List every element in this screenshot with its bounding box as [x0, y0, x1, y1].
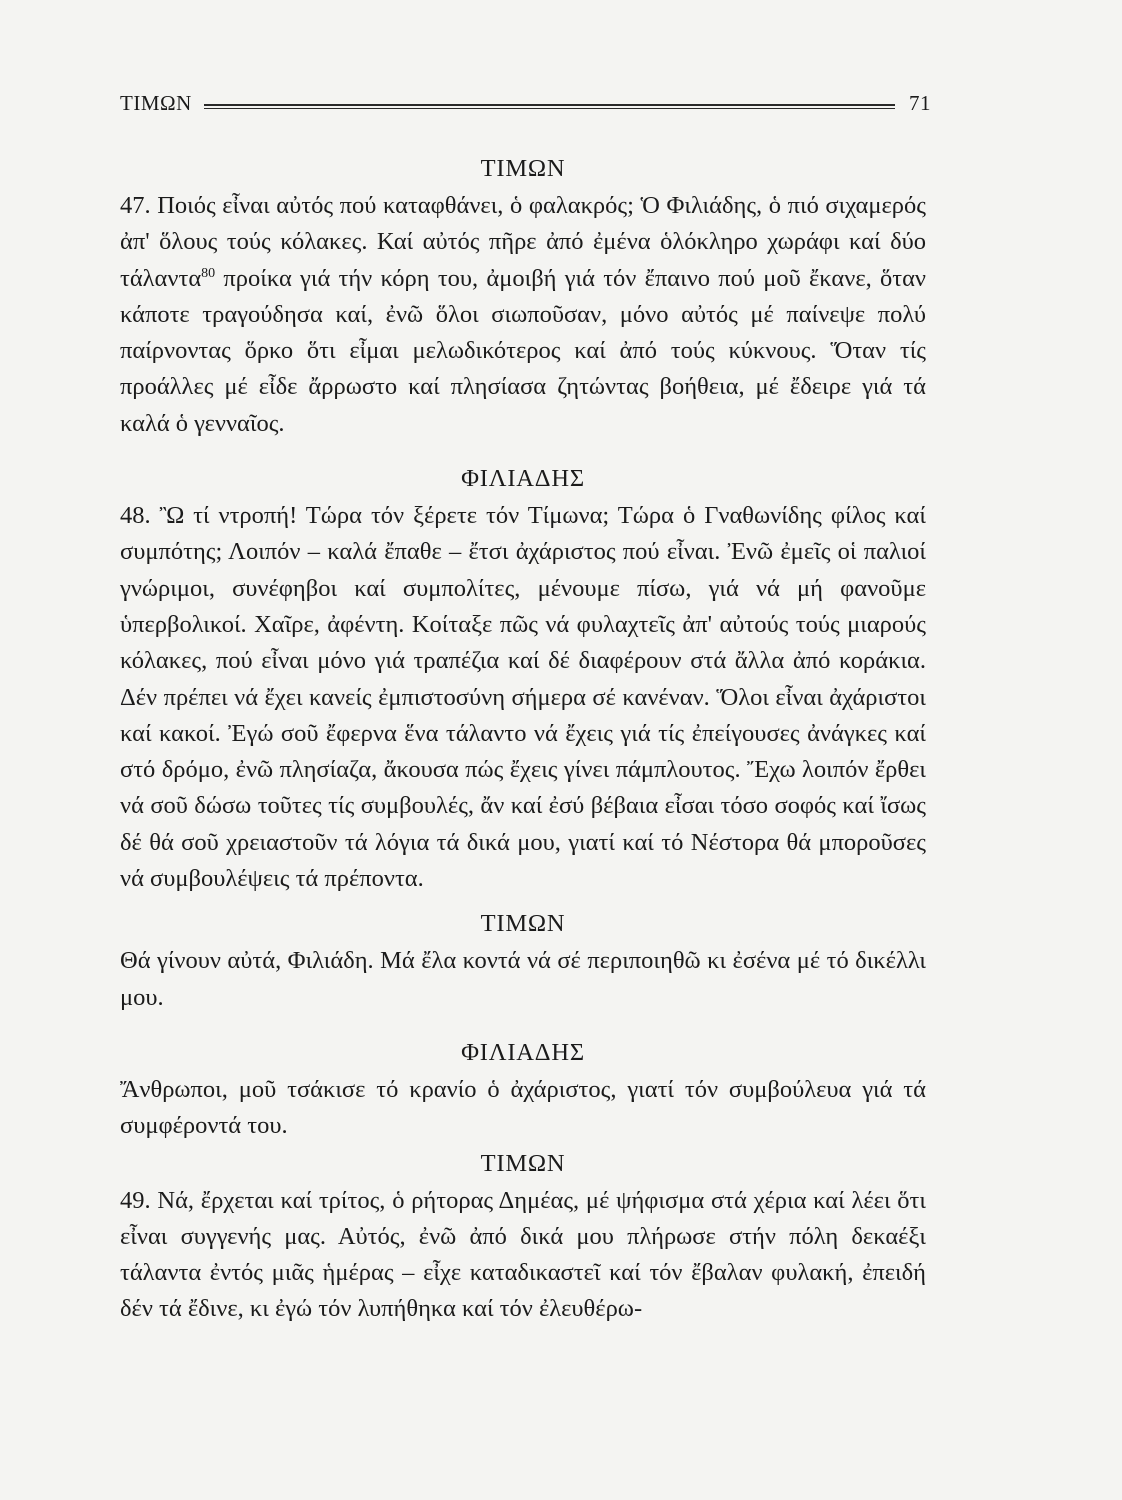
speaker-heading: ΤΙΜΩΝ — [480, 155, 566, 182]
header-rule — [204, 104, 895, 109]
paragraph-48 — [120, 498, 926, 897]
section-gap — [120, 897, 926, 905]
speaker-heading: ΦΙΛΙΑΔΗΣ — [461, 465, 585, 493]
text-block — [120, 150, 926, 1328]
footnote-ref[interactable]: 80 — [201, 265, 216, 281]
paragraph-text: Θά γίνουν αὐτά, Φιλιάδη. Μά ἔλα κοντά νά σέ περιποιηθῶ κι ἐσένα μέ τό δικέλλι μου. — [120, 947, 926, 1011]
paragraph-text: Ἄνθρωποι, μοῦ τσάκισε τό κρανίο ὁ ἀχάριστος, γιατί τόν συμβούλευα γιά τά συμφέροντά του. — [120, 1075, 926, 1140]
speaker-heading: ΦΙΛΙΑΔΗΣ — [461, 1038, 585, 1066]
paragraph-philiades-reply — [120, 1072, 926, 1145]
section-gap — [120, 442, 926, 460]
running-head — [120, 86, 931, 116]
paragraph-text: 48. Ὢ τί ντροπή! Τώρα τόν ξέρετε τόν Τίμωνα; Τώρα ὁ Γναθωνίδης φίλος καί συμπότης; Λοιπόν – καλά ἔπαθε – ἔτσι ἀχάριστος πού εἶναι. Ἐνῶ ἐμεῖς οἱ παλιοί γνώριμοι, συνέφηβοι καί συμπολίτες, μένουμε πίσω, γιά νά μή φανοῦμε ὑπερβολικοί. Χαῖρε, ἀφέντη. Κοίταξε πῶς νά φυλαχτεῖς ἀπ' αὐτούς τούς μιαρούς κόλακες, πού εἶναι μόνο γιά τραπέζια καί δέ διαφέρουν στά ἄλλα ἀπό κοράκια. Δέν πρέπει νά ἔχει κανείς ἐμπιστοσύνη σήμερα σέ κανέναν. Ὅλοι εἶναι ἀχάριστοι καί κακοί. Ἐγώ σοῦ ἔφερνα ἕνα τάλαντο νά ἔχεις γιά τίς ἐπείγουσες ἀνάγκες καί στό δρόμο, ἐνῶ πλησίαζα, ἄκουσα πώς ἔχεις γίνει πάμπλουτος. Ἔχω λοιπόν ἔρθει νά σοῦ δώσω τοῦτες τίς συμβουλές, ἄν καί ἐσύ βέβαια εἶσαι τόσο σοφός καί ἴσως δέ θά σοῦ χρειαστοῦν τά λόγια τά δικά μου, γιατί καί τό Νέστορα θά μποροῦσες νά συμβουλέψεις τά πρέποντα. — [120, 502, 926, 893]
page-number: 71 — [909, 91, 931, 115]
paragraph-47 — [120, 188, 926, 442]
paragraph-timon-reply — [120, 943, 926, 1016]
paragraph-49 — [120, 1183, 926, 1328]
speaker-heading: ΤΙΜΩΝ — [480, 910, 566, 938]
paragraph-text: 49. Νά, ἔρχεται καί τρίτος, ὁ ρήτορας Δημέας, μέ ψήφισμα στά χέρια καί λέει ὅτι εἶναι συγγενής μας. Αὐτός, ἐνῶ ἀπό δικά μου πλήρωσε στήν πόλη δεκαέξι τάλαντα ἐντός μιᾶς ἡμέρας – εἶχε καταδικαστεῖ καί τόν ἔβαλαν φυλακή, ἐπειδή δέν τά ἔδινε, κι ἐγώ τόν λυπήθηκα καί τόν ἐλευθέρω- — [120, 1186, 926, 1323]
speaker-heading: ΤΙΜΩΝ — [480, 1149, 566, 1177]
paragraph-text: 47. Ποιός εἶναι αὐτός πού καταφθάνει, ὁ φαλακρός; Ὁ Φιλιάδης, ὁ πιό σιχαμερός ἀπ' ὅλους τούς κόλακες. Καί αὐτός πῆρε ἀπό ἐμένα ὁλόκληρο χωράφι καί δύο τάλαντα — [120, 192, 926, 292]
running-title: ΤΙΜΩΝ — [120, 91, 192, 115]
paragraph-text: προίκα γιά τήν κόρη του, ἀμοιβή γιά τόν ἔπαινο πού μοῦ ἔκανε, ὅταν κάποτε τραγούδησα καί, ἐνῶ ὅλοι σιωποῦσαν, μόνο αὐτός μέ παίνεψε πολύ παίρνοντας ὅρκο ὅτι εἶμαι μελωδικότερος καί ἀπό τούς κύκνους. Ὅταν τίς προάλλες μέ εἶδε ἄρρωστο καί πλησίασα ζητώντας βοήθεια, μέ ἔδειρε γιά τά καλά ὁ γενναῖος. — [120, 264, 926, 437]
section-gap — [120, 1016, 926, 1034]
